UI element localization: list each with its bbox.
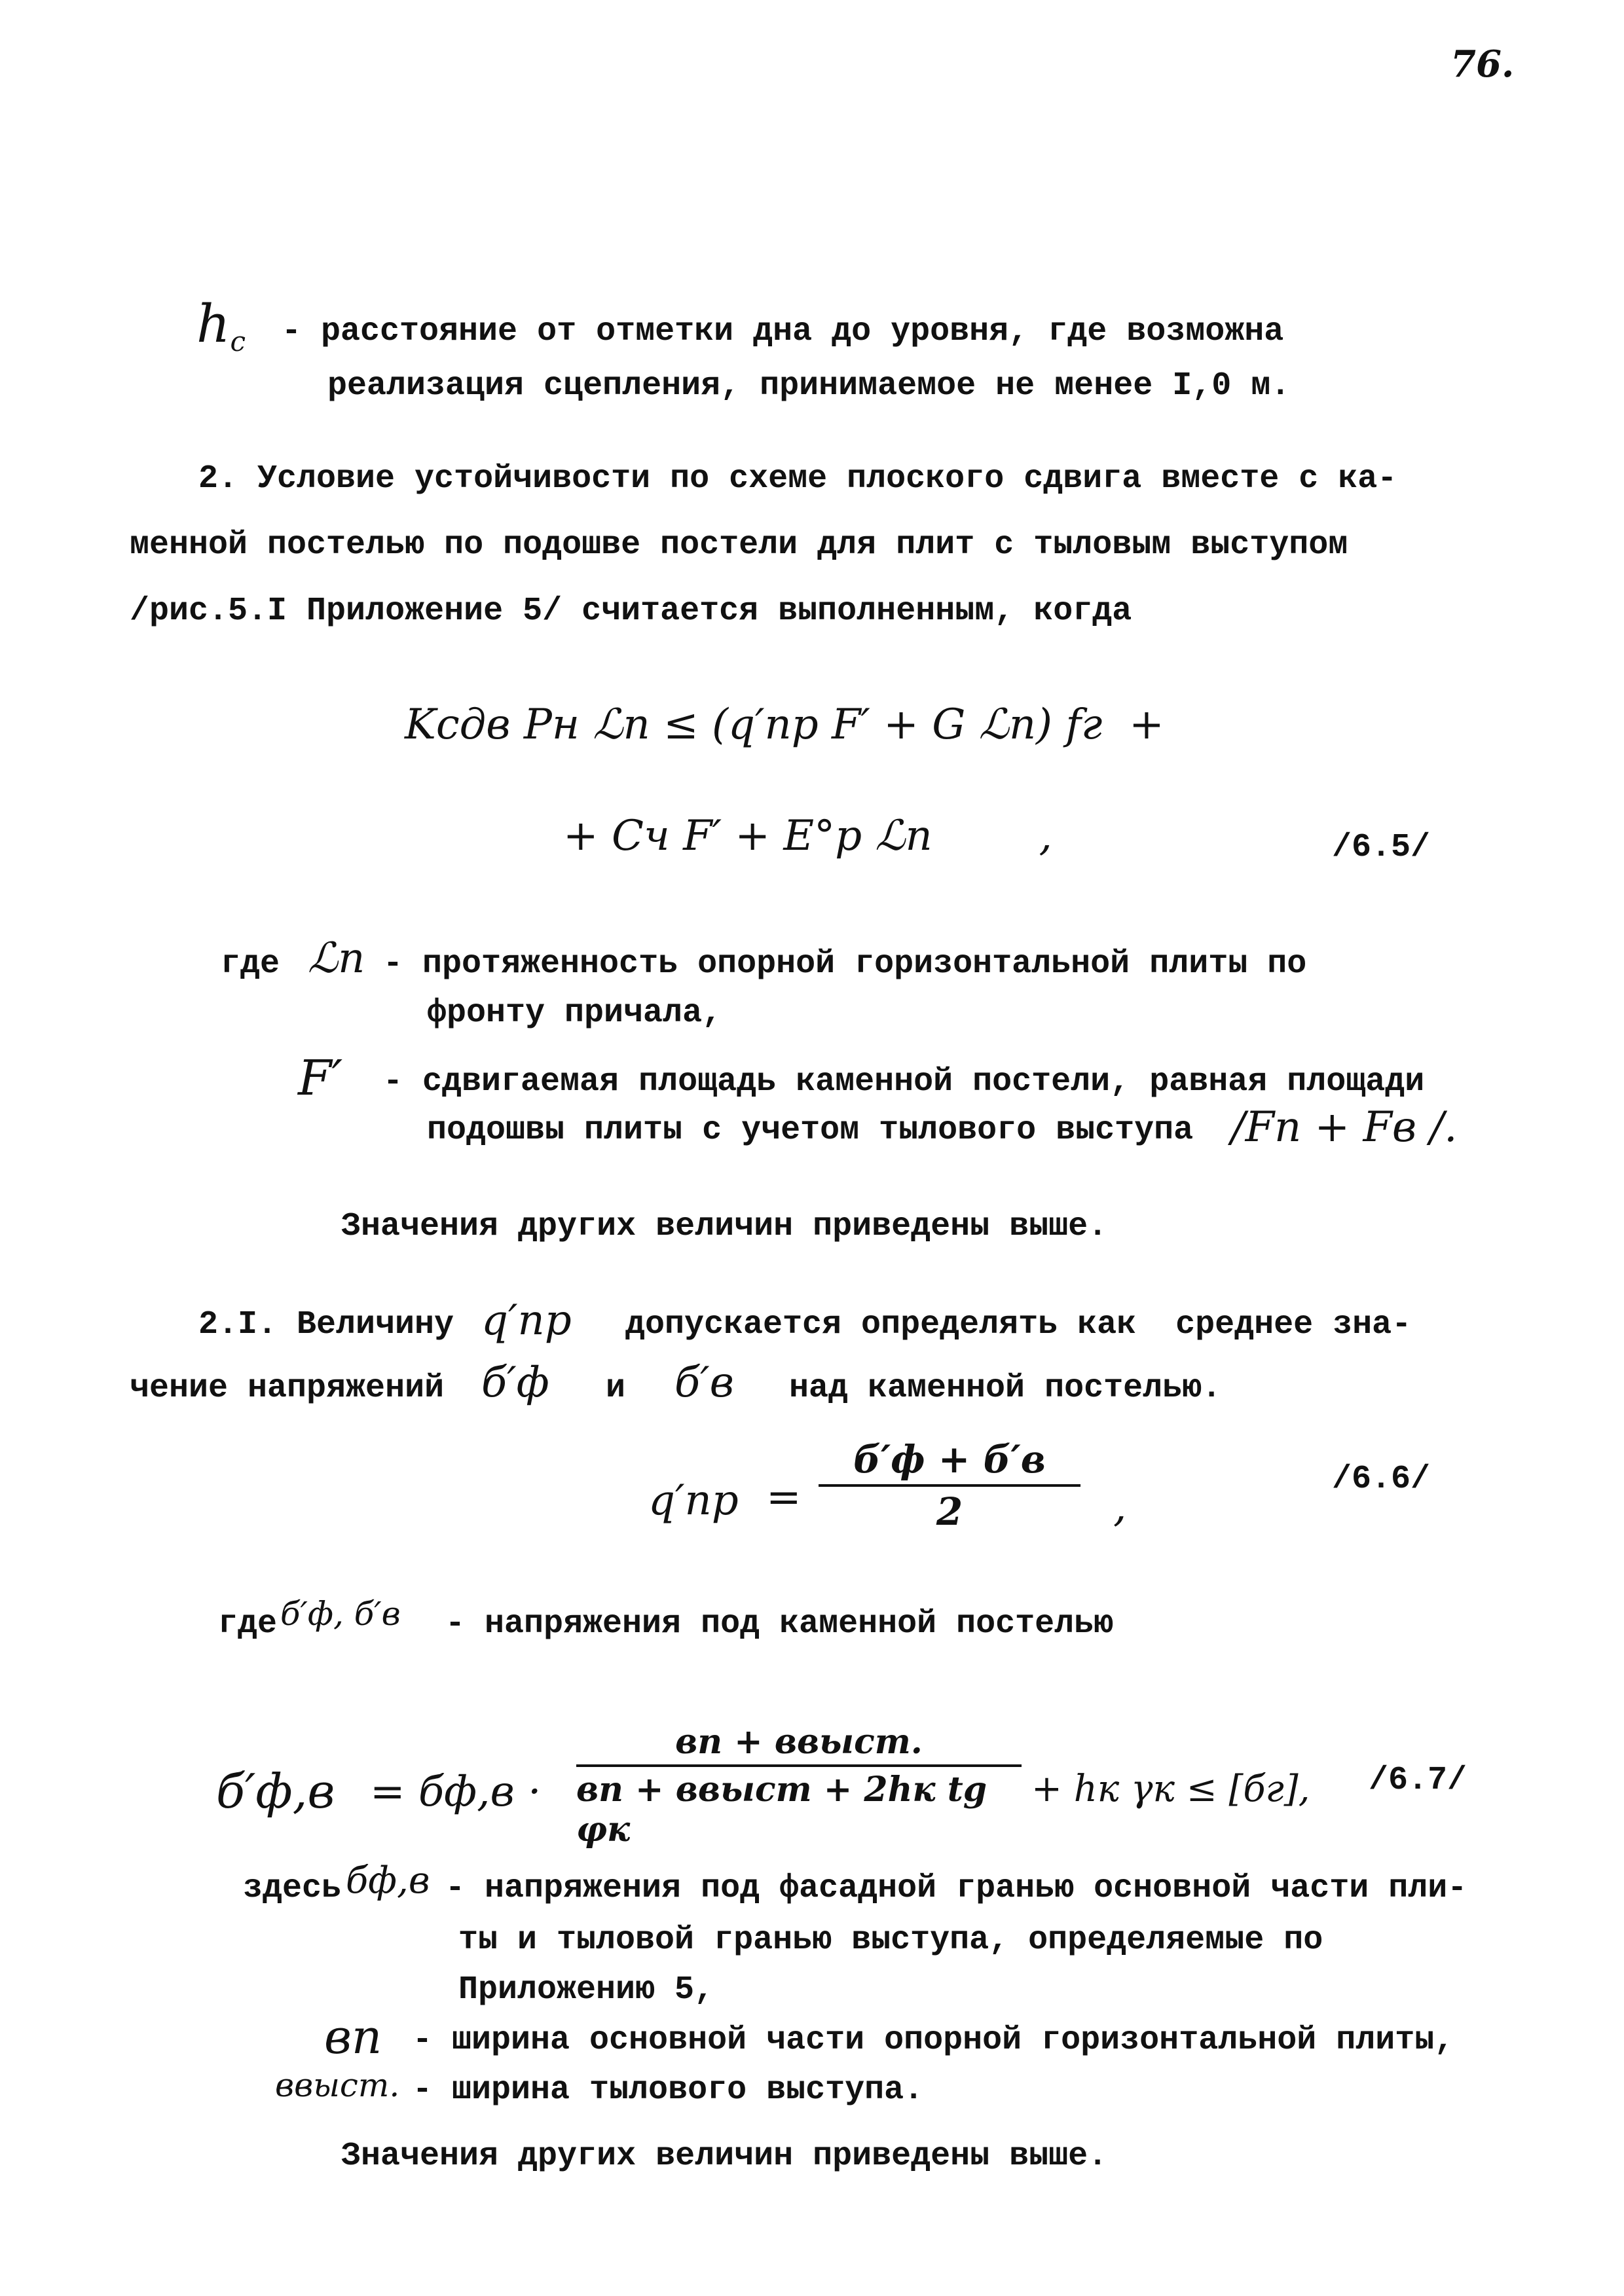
formula-6-7-eq: = бф,в · [370, 1768, 542, 1816]
section21-line2-mid: и [606, 1370, 626, 1407]
def-b-vyst-line1: - ширина тылового выступа. [413, 2071, 924, 2109]
formula-6-6-label: /6.6/ [1332, 1461, 1431, 1498]
formula-6-6-eq: = [766, 1473, 802, 1522]
formula-6-7-tail: + hк γк ≤ [бг], [1031, 1768, 1310, 1810]
def-bn-line1: - ширина основной части опорной горизонтальной плиты, [413, 2022, 1454, 2059]
formula-6-5-line1: Kсдв Pн ℒп ≤ (q′пр F′ + G ℒп) fг + [405, 701, 1164, 749]
formula-6-7-fraction [576, 1722, 1022, 1850]
section21-line1-b: допускается определять как среднее зна- [625, 1306, 1412, 1343]
symbol-b-vyst: ввыст. [275, 2066, 400, 2104]
symbol-subscript: c [230, 325, 246, 357]
section2-line2: менной постелью по подошве постели для плит с тыловым выступом [130, 526, 1348, 564]
def-f-line1: - сдвигаемая площадь каменной постели, равная площади [383, 1063, 1425, 1101]
denominator: вп + ввыст + 2hк tg φк [576, 1770, 987, 1850]
formula-6-7-label: /6.7/ [1369, 1762, 1467, 1799]
section2-line3: /рис.5.I Приложение 5/ считается выполненным, когда [130, 592, 1132, 630]
section2-line1: 2. Условие устойчивости по схеме плоского сдвига вместе с ка- [198, 460, 1397, 498]
denominator: 2 [936, 1489, 963, 1534]
formula-6-6-fraction [819, 1437, 1080, 1534]
def-f-line2: подошвы плиты с учетом тылового выступа [427, 1112, 1194, 1149]
def-hc-line1: - расстояние от отметки дна до уровня, где возможна [282, 313, 1284, 350]
def-sigma-line3: Приложению 5, [458, 1971, 714, 2009]
symbol-text: h [196, 293, 231, 354]
def-sigma-line1: - напряжения под фасадной гранью основной части пли- [445, 1870, 1467, 1907]
symbol-sigma-fv: б′ф, б′в [280, 1595, 401, 1633]
note-2: Значения других величин приведены выше. [341, 2138, 1108, 2175]
note-1: Значения других величин приведены выше. [341, 1208, 1108, 1245]
symbol-bn: вп [324, 2009, 382, 2064]
symbol-hc [196, 293, 246, 357]
symbol-sigma-f: б′ф [481, 1358, 549, 1407]
symbol-q-pr: q′пр [481, 1296, 572, 1345]
numerator: вп + ввыст. [675, 1722, 923, 1762]
fraction-bar [576, 1764, 1022, 1767]
def-ln-line1: - протяженность опорной горизонтальной плиты по [383, 945, 1307, 983]
def-prefix: где [218, 1605, 278, 1643]
numerator: б′ф + б′в [853, 1437, 1046, 1482]
page-number: 76. [1450, 43, 1515, 86]
formula-6-5-label: /6.5/ [1332, 829, 1431, 866]
symbol-sigma-fv: бф,в [346, 1859, 430, 1902]
section21-line2-a: чение напряжений [130, 1370, 445, 1407]
formula-6-6-tail: , [1113, 1483, 1127, 1531]
section21-line2-b: над каменной постелью. [789, 1370, 1222, 1407]
formula-6-7-lhs: б′ф,в [216, 1764, 335, 1819]
symbol-ln: ℒп [308, 934, 365, 983]
def-prefix: где [221, 945, 280, 983]
fraction-bar [819, 1484, 1080, 1487]
def-prefix: здесь [243, 1870, 342, 1907]
section21-line1-a: 2.I. Величину [198, 1306, 454, 1343]
symbol-f-prime: F′ [298, 1050, 343, 1106]
symbol-sigma-v: б′в [674, 1358, 734, 1407]
def-f-formula: /Fп + Fв /. [1231, 1103, 1458, 1152]
def-hc-line2: реализация сцепления, принимаемое не менее I,0 м. [327, 367, 1291, 405]
def-6-6-text: - напряжения под каменной постелью [445, 1605, 1114, 1643]
def-ln-line2: фронту причала, [427, 994, 722, 1032]
formula-6-5-line2: + Cч F′ + E°р ℒп , [563, 812, 1052, 860]
def-sigma-line2: ты и тыловой гранью выступа, определяемые по [458, 1922, 1323, 1959]
formula-6-6-lhs: q′пр [648, 1476, 739, 1525]
